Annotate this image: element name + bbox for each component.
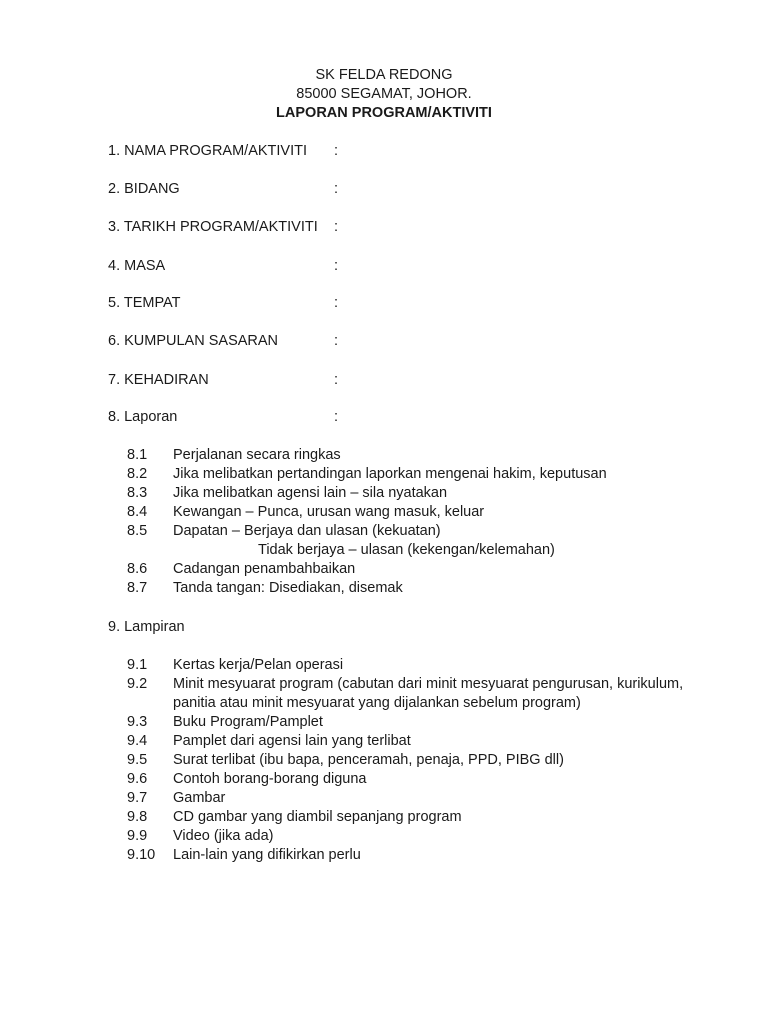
item-text: Jika melibatkan agensi lain – sila nyatakan: [173, 485, 448, 501]
list-item: [127, 579, 727, 598]
document-title: LAPORAN PROGRAM/AKTIVITI: [276, 105, 492, 121]
item-number: 8.2: [127, 466, 148, 482]
item-number: 9.2: [127, 676, 148, 692]
list-item: [127, 675, 727, 713]
list-item: [127, 484, 727, 503]
item-text: Video (jika ada): [173, 828, 274, 844]
list-item: [127, 503, 727, 522]
item-number: 8.6: [127, 561, 148, 577]
list-item: [127, 808, 727, 827]
list-item: [127, 465, 727, 484]
list-item: [127, 713, 727, 732]
lampiran-heading: 9. Lampiran: [108, 619, 185, 635]
item-number: 9.1: [127, 657, 148, 673]
item-text: CD gambar yang diambil sepanjang program: [173, 809, 462, 825]
field-label: 4. MASA: [108, 258, 166, 274]
field-label: 6. KUMPULAN SASARAN: [108, 333, 279, 349]
school-name: SK FELDA REDONG: [315, 67, 453, 83]
item-text: Gambar: [173, 790, 226, 806]
item-text: Minit mesyuarat program (cabutan dari minit mesyuarat pengurusan, kurikulum, panitia atau minit mesyuarat yang dijalankan sebelum program): [173, 676, 684, 711]
item-text: Kewangan – Punca, urusan wang masuk, keluar: [173, 504, 485, 520]
list-item: [127, 560, 727, 579]
item-number: 9.5: [127, 752, 148, 768]
laporan-list: [127, 446, 727, 598]
item-text: Contoh borang-borang diguna: [173, 771, 367, 787]
item-text: Jika melibatkan pertandingan laporkan mengenai hakim, keputusan: [173, 466, 607, 482]
item-number: 9.10: [127, 847, 156, 863]
list-item: [127, 827, 727, 846]
field-label: 8. Laporan: [108, 409, 178, 425]
item-text: Tanda tangan: Disediakan, disemak: [173, 580, 403, 596]
field-label: 1. NAMA PROGRAM/AKTIVITI: [108, 143, 308, 159]
item-text: Dapatan – Berjaya dan ulasan (kekuatan): [173, 523, 441, 539]
item-number: 8.4: [127, 504, 148, 520]
item-text: Cadangan penambahbaikan: [173, 561, 356, 577]
field-label: 7. KEHADIRAN: [108, 372, 209, 388]
field-colon: :: [334, 372, 339, 388]
item-number: 9.4: [127, 733, 148, 749]
field-colon: :: [334, 409, 339, 425]
field-label: 5. TEMPAT: [108, 295, 181, 311]
item-number: 8.3: [127, 485, 148, 501]
list-item: [127, 522, 727, 560]
list-item: [127, 846, 727, 865]
item-number: 8.7: [127, 580, 148, 596]
field-colon: :: [334, 333, 339, 349]
item-text: Kertas kerja/Pelan operasi: [173, 657, 344, 673]
field-label: 3. TARIKH PROGRAM/AKTIVITI: [108, 219, 318, 235]
list-item: [127, 751, 727, 770]
item-number: 9.6: [127, 771, 148, 787]
item-number: 9.7: [127, 790, 148, 806]
field-colon: :: [334, 295, 339, 311]
list-item: [127, 732, 727, 751]
lampiran-list: [127, 656, 727, 865]
item-text: Lain-lain yang difikirkan perlu: [173, 847, 361, 863]
item-continuation: Tidak berjaya – ulasan (kekengan/kelemahan): [258, 542, 555, 558]
field-colon: :: [334, 181, 339, 197]
field-colon: :: [334, 219, 339, 235]
list-item: [127, 446, 727, 465]
document-header: [0, 66, 768, 123]
field-colon: :: [334, 143, 339, 159]
item-number: 9.3: [127, 714, 148, 730]
list-item: [127, 770, 727, 789]
field-colon: :: [334, 258, 339, 274]
item-text: Pamplet dari agensi lain yang terlibat: [173, 733, 411, 749]
item-text: Surat terlibat (ibu bapa, penceramah, penaja, PPD, PIBG dll): [173, 752, 564, 768]
field-label: 2. BIDANG: [108, 181, 180, 197]
list-item: [127, 656, 727, 675]
item-number: 8.1: [127, 447, 148, 463]
school-address: 85000 SEGAMAT, JOHOR.: [296, 86, 472, 102]
item-number: 8.5: [127, 523, 148, 539]
item-number: 9.8: [127, 809, 148, 825]
item-text: Buku Program/Pamplet: [173, 714, 323, 730]
item-number: 9.9: [127, 828, 148, 844]
item-text: Perjalanan secara ringkas: [173, 447, 341, 463]
list-item: [127, 789, 727, 808]
